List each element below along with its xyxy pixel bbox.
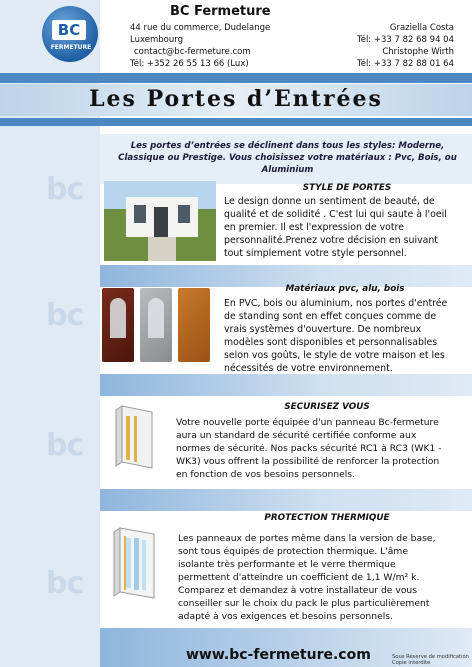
- text-line: Votre nouvelle porte équipée d'un panneau Bc-fermeture: [176, 417, 439, 428]
- text-line: personnalité.Prenez votre décision en suivant: [224, 235, 438, 246]
- watermark-logo: bc: [46, 172, 84, 207]
- company-address: [130, 22, 290, 70]
- company-name: BC Fermeture: [170, 4, 271, 19]
- address-line: Luxembourg: [130, 35, 183, 45]
- section-text: [224, 195, 472, 260]
- section-title: SECURISEZ VOUS: [284, 402, 370, 412]
- watermark-logo: bc: [46, 566, 84, 601]
- text-line: qualité et de solidité . C'est lui qui saute à l'oeil: [224, 209, 447, 220]
- contact-name: Christophe Wirth: [382, 47, 454, 57]
- modern-house-photo: [104, 181, 216, 261]
- footer-note-line: Sous Réserve de modification: [392, 654, 469, 660]
- section-separator: [100, 489, 472, 511]
- footer-note: [392, 654, 469, 666]
- text-line: adapté à vos exigences et besoins personnels.: [178, 611, 393, 622]
- text-line: sont tous équipés de protection thermique. L'âme: [178, 546, 409, 557]
- watermark-logo: bc: [46, 298, 84, 333]
- text-line: isolante très performante et le verre thermique: [178, 559, 396, 570]
- section-separator: [100, 374, 472, 396]
- text-line: de standing sont en effet conçues comme de: [224, 311, 437, 322]
- text-line: WK3) vous offrent la possibilité de renforcer la protection: [176, 456, 440, 467]
- watermark-logo: bc: [46, 428, 84, 463]
- website-link[interactable]: www.bc-fermeture.com: [186, 647, 371, 663]
- text-line: aura un standard de sécurité certifiée conforme aux: [176, 430, 417, 441]
- page-title: Les Portes d’Entrées: [89, 86, 383, 112]
- section-title: Matériaux pvc, alu, bois: [285, 284, 405, 294]
- text-line: selon vos goûts, le style de votre maison et les: [224, 350, 445, 361]
- text-line: conseiller sur le choix du pack le plus particulièrement: [178, 598, 430, 609]
- logo-text: FERMETURE: [50, 44, 92, 51]
- thermal-panel-illustration: [112, 524, 162, 602]
- email-link[interactable]: contact@bc-fermeture.com: [134, 47, 251, 57]
- section-title: STYLE DE PORTES: [302, 183, 392, 193]
- security-panel-illustration: [112, 402, 162, 472]
- text-line: Les panneaux de portes même dans la version de base,: [178, 533, 436, 544]
- section-text: [224, 297, 472, 375]
- text-line: Le design donne un sentiment de beauté, de: [224, 196, 435, 207]
- text-line: permettent d'atteindre un coefficient de 1,1 W/m² k.: [178, 572, 420, 583]
- logo-mark: BC: [52, 20, 86, 40]
- title-band-top-line: [0, 73, 472, 83]
- text-line: en premier. Il est l'expression de votre: [224, 222, 404, 233]
- contact-persons: [334, 22, 454, 70]
- section-text: [176, 416, 472, 481]
- text-line: normes de sécurité. Nos packs sécurité RC1 à RC3 (WK1 -: [176, 443, 442, 454]
- text-line: modèles sont disponibles et personnalisables: [224, 337, 438, 348]
- text-line: tout simplement votre style personnel.: [224, 248, 407, 259]
- text-line: Comparez et demandez à votre installateur de vous: [178, 585, 418, 596]
- doors-materials-photo: [100, 286, 214, 366]
- text-line: En PVC, bois ou aluminium, nos portes d'entrée: [224, 298, 448, 309]
- footer-note-line: Copie interdite: [392, 660, 431, 666]
- text-line: nécessités de votre environnement.: [224, 363, 393, 374]
- section-text: [178, 532, 472, 623]
- section-title: PROTECTION THERMIQUE: [264, 513, 390, 523]
- text-line: vrais systèmes d'ouverture. De nombreux: [224, 324, 422, 335]
- phone-line: Tél: +352 26 55 13 66 (Lux): [130, 59, 249, 69]
- contact-phone: Tél: +33 7 82 68 94 04: [356, 35, 454, 45]
- contact-phone: Tél: +33 7 82 88 01 64: [356, 59, 454, 69]
- intro-text: Les portes d’entrées se déclinent dans tous les styles: Moderne, Classique ou Prestige. Vous choisissez votre matériaux : Pvc, Bois, ou Aluminium: [118, 141, 457, 175]
- title-band-bottom-line: [0, 118, 472, 126]
- text-line: en fonction de vos besoins personnels.: [176, 469, 356, 480]
- contact-name: Graziella Costa: [389, 23, 454, 33]
- address-line: 44 rue du commerce, Dudelange: [130, 23, 271, 33]
